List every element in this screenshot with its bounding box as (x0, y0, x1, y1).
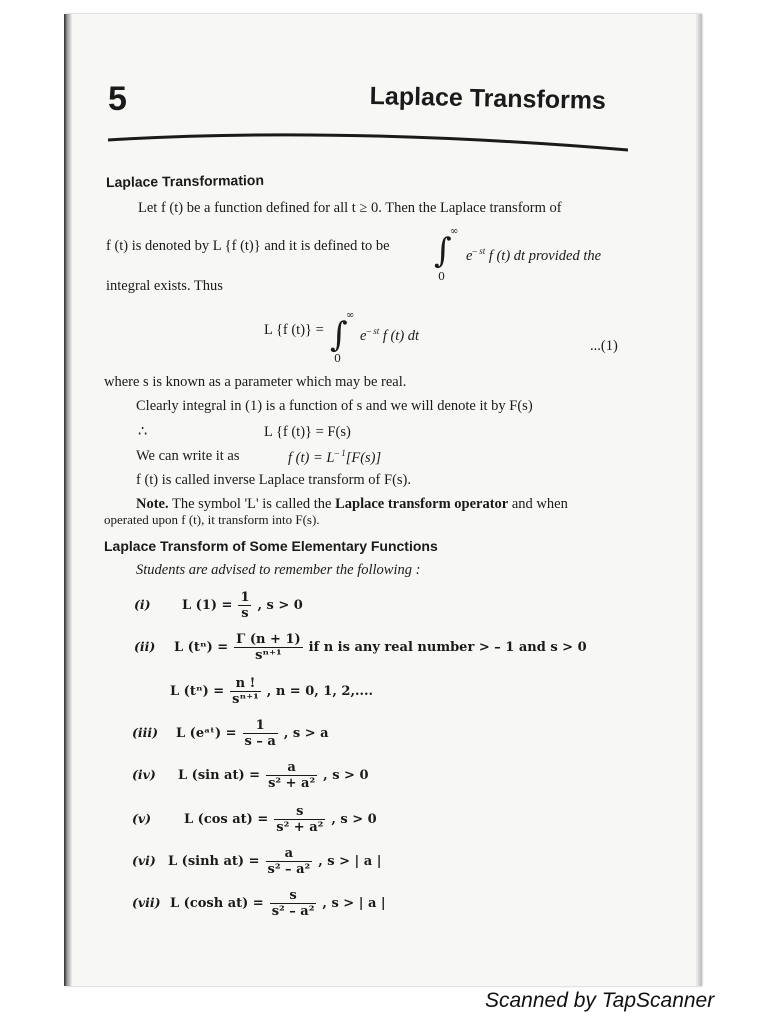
formula-numerator: s (274, 804, 325, 820)
formula-item-7 (132, 846, 381, 877)
chapter-number: 5 (108, 80, 127, 118)
exp-base: e (466, 247, 473, 264)
equation-2: L {f (t)} = F(s) (264, 424, 351, 440)
formula-denominator: sⁿ⁺¹ (255, 648, 282, 663)
formula-item-6 (132, 804, 377, 835)
page-right-edge (696, 14, 702, 986)
formula-numerator: n ! (230, 676, 261, 692)
formula-label: (v) (132, 811, 152, 827)
integrand-text: f (t) dt (382, 327, 420, 344)
formula-label: (vi) (132, 853, 156, 869)
formula-condition: , s > | a | (322, 896, 386, 912)
formula-fraction (238, 590, 251, 621)
formula-condition: , s > 0 (257, 598, 303, 614)
formula-lhs: L (cos at) = (184, 812, 269, 828)
formula-denominator: s – a (244, 734, 276, 749)
formula-label: (i) (134, 597, 151, 613)
formula-label: (vii) (132, 895, 161, 911)
formula-condition: , s > a (283, 726, 329, 742)
integral-upper-limit: ∞ (450, 226, 459, 237)
paragraph-inverse-label: We can write it as (136, 448, 240, 464)
scanner-watermark: Scanned by TapScanner (485, 989, 715, 1012)
formula-label: (ii) (134, 639, 156, 655)
integral-sign: ∫ (434, 231, 452, 271)
equation-1-integrand (360, 326, 419, 345)
formula-fraction (243, 718, 278, 749)
formula-numerator: a (266, 760, 317, 776)
note-line2: operated upon f (t), it transform into F(s). (104, 512, 320, 527)
exp-power: – st (472, 246, 486, 256)
integrand-text: f (t) dt provided the (488, 247, 602, 264)
inverse-power: – 1 (334, 448, 346, 458)
section2-intro: Students are advised to remember the following : (136, 562, 421, 578)
formula-fraction (234, 632, 303, 663)
paragraph-definition-line3: integral exists. Thus (106, 278, 223, 294)
formula-fraction (270, 888, 317, 919)
formula-fraction (274, 804, 325, 835)
note-line1 (136, 496, 568, 513)
formula-item-2 (134, 632, 587, 663)
formula-numerator: 1 (243, 718, 278, 734)
formula-denominator: s² + a² (276, 820, 324, 835)
formula-item-3 (170, 676, 373, 707)
paragraph-definition-line2 (106, 238, 390, 255)
formula-label: (iii) (132, 725, 159, 741)
formula-condition: , s > | a | (318, 854, 382, 870)
formula-condition: , s > 0 (323, 768, 369, 784)
formula-denominator: s² + a² (268, 776, 316, 791)
note-bold-term: Laplace transform operator (335, 496, 509, 512)
equation-inverse (288, 448, 381, 467)
therefore-symbol: ∴ (138, 424, 148, 440)
inverse-lhs: f (t) = L (288, 449, 335, 466)
formula-numerator: a (266, 846, 313, 862)
paragraph-parameter: where s is known as a parameter which may be real. (104, 374, 407, 390)
paragraph-definition-line2-rest (466, 246, 601, 265)
paragraph-function-of-s: Clearly integral in (1) is a function of s and we will denote it by F(s) (136, 398, 533, 414)
exp-power: – st (366, 326, 380, 336)
formula-numerator: 1 (240, 590, 250, 605)
formula-item-4 (132, 718, 329, 749)
integral-sign: ∫ (330, 315, 348, 355)
formula-item-5 (132, 760, 369, 791)
equation-1-lhs: L {f (t)} = (264, 322, 324, 338)
formula-condition: , n = 0, 1, 2,.... (266, 684, 374, 700)
chapter-title: Laplace Transforms (369, 82, 607, 115)
formula-item-8 (132, 888, 386, 919)
integral-upper-limit: ∞ (346, 310, 355, 321)
formula-denominator: s² – a² (271, 904, 315, 919)
formula-denominator: s (241, 606, 249, 621)
inverse-arg: [F(s)] (345, 449, 382, 466)
integral-lower-limit: 0 (438, 270, 445, 283)
section-heading-elementary-functions: Laplace Transform of Some Elementary Functions (104, 538, 438, 554)
formula-numerator: Γ (n + 1) (236, 632, 301, 647)
integral-lower-limit: 0 (334, 352, 341, 365)
formula-lhs: L (sin at) = (178, 768, 261, 784)
chapter-title-rule (108, 128, 628, 158)
formula-denominator: sⁿ⁺¹ (232, 692, 259, 707)
formula-lhs: L (cosh at) = (170, 896, 264, 912)
formula-fraction (230, 676, 261, 707)
formula-lhs: L (eᵃᵗ) = (176, 726, 237, 742)
formula-fraction (266, 760, 317, 791)
formula-item-1 (134, 590, 303, 621)
formula-fraction (266, 846, 313, 877)
paragraph-inverse-transform: f (t) is called inverse Laplace transform of F(s). (136, 472, 411, 488)
note-text-a: The symbol 'L' is called the (172, 496, 332, 512)
formula-lhs: L (1) = (182, 598, 233, 614)
note-label: Note. (136, 496, 169, 512)
exp-base: e (360, 327, 367, 344)
formula-numerator: s (270, 888, 317, 904)
formula-lhs: L (tⁿ) = (170, 684, 225, 700)
page-binding-shadow (64, 14, 72, 986)
section-heading-laplace-transformation: Laplace Transformation (105, 171, 265, 191)
definition-text: f (t) is denoted by L {f (t)} and it is defined to be (106, 238, 390, 254)
formula-condition: , s > 0 (331, 812, 377, 828)
note-text-b: and when (511, 496, 568, 512)
formula-label: (iv) (132, 767, 156, 783)
paragraph-definition-line1: Let f (t) be a function defined for all t ≥ 0. Then the Laplace transform of (138, 200, 562, 216)
formula-lhs: L (sinh at) = (168, 854, 260, 870)
formula-condition: if n is any real number > – 1 and s > 0 (308, 640, 587, 656)
formula-denominator: s² – a² (267, 862, 311, 877)
equation-1-tag: ...(1) (590, 338, 618, 354)
formula-lhs: L (tⁿ) = (174, 640, 229, 656)
